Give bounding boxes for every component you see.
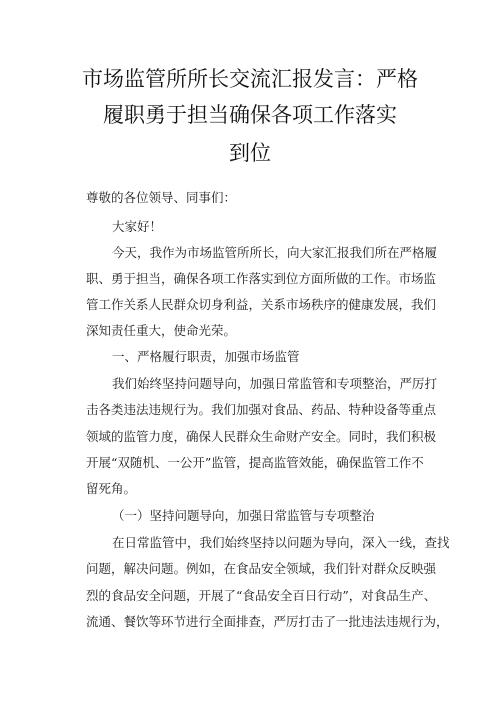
paragraph-2-line: 击各类违法违规行为。我们加强对食品、药品、特种设备等重点 xyxy=(86,402,437,417)
salutation: 尊敬的各位领导、同事们： xyxy=(86,190,237,205)
paragraph-2-line: 领域的监管力度，确保人民群众生命财产安全。同时，我们积极 xyxy=(86,429,437,444)
paragraph-3-line: 问题，解决问题。例如，在食品安全领域，我们针对群众反映强 xyxy=(86,561,437,576)
document-title-line-1: 市场监管所所长交流汇报发言：严格 xyxy=(82,67,418,91)
section-heading-1: 一、严格履行职责，加强市场监管 xyxy=(112,349,300,364)
paragraph-1-line: 职、勇于担当，确保各项工作落实到位方面所做的工作。市场监 xyxy=(86,271,437,286)
subsection-heading-1: （一）坚持问题导向，加强日常监管与专项整治 xyxy=(112,508,375,523)
paragraph-2-line: 我们始终坚持问题导向，加强日常监管和专项整治，严厉打 xyxy=(112,376,438,391)
paragraph-3-line: 流通、餐饮等环节进行全面排查，严厉打击了一批违法违规行为， xyxy=(86,614,449,629)
paragraph-1-line: 管工作关系人民群众切身利益，关系市场秩序的健康发展，我们 xyxy=(86,297,437,312)
paragraph-2-line: 开展“双随机、一公开”监管，提高监管效能，确保监管工作不 xyxy=(86,455,424,470)
greeting: 大家好！ xyxy=(112,219,163,234)
document-title-line-3: 到位 xyxy=(229,141,271,165)
paragraph-2-line: 留死角。 xyxy=(86,481,137,496)
paragraph-3-line: 在日常监管中，我们始终坚持以问题为导向，深入一线，查找 xyxy=(112,535,450,550)
paragraph-3-line: 烈的食品安全问题，开展了“食品安全百日行动”，对食品生产、 xyxy=(86,588,437,603)
document-title-line-2: 履职勇于担当确保各项工作落实 xyxy=(103,103,397,127)
paragraph-1-line: 今天，我作为市场监管所所长，向大家汇报我们所在严格履 xyxy=(112,245,438,260)
paragraph-1-line: 深知责任重大，使命光荣。 xyxy=(86,323,237,338)
